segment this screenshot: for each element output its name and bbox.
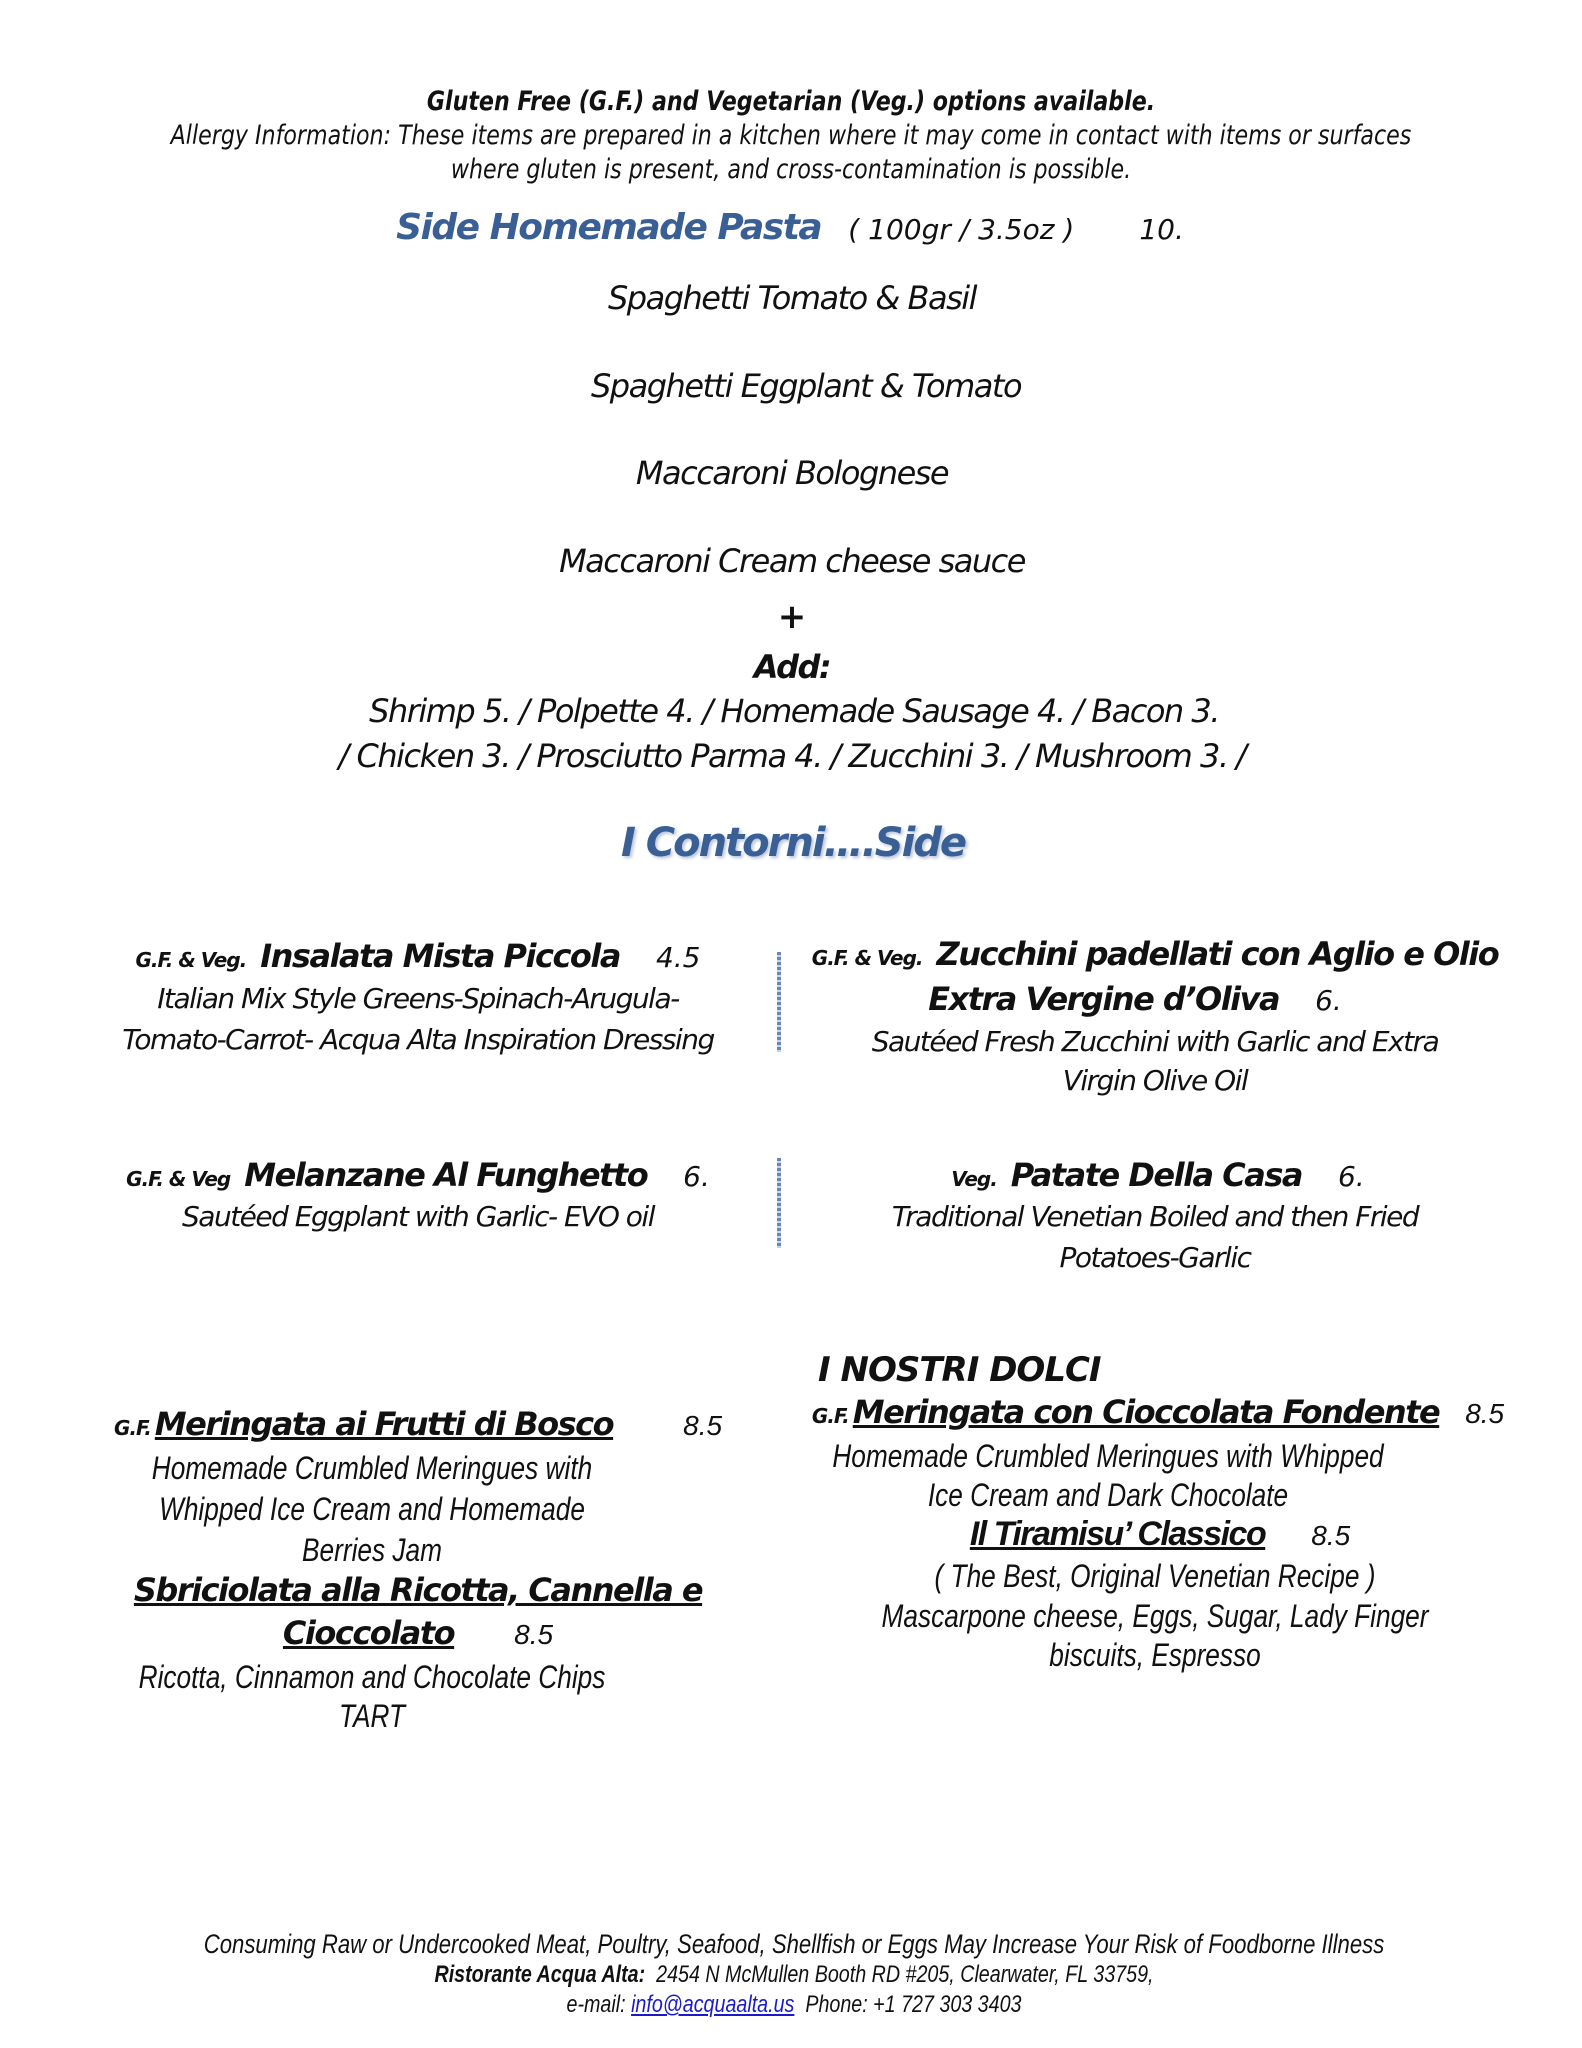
pasta-item: Maccaroni Cream cheese sauce: [559, 542, 1025, 580]
item-description: Tomato-Carrot- Acqua Alta Inspiration Dressing: [122, 1023, 714, 1056]
item-description: Berries Jam: [302, 1532, 442, 1568]
item-description: ( The Best, Original Venetian Recipe ): [934, 1558, 1376, 1594]
contorni-title: I Contorni….Side: [620, 820, 966, 866]
item-description: Whipped Ice Cream and Homemade: [159, 1491, 585, 1527]
contact-line: [567, 1993, 1022, 2017]
address: 2454 N McMullen Booth RD #205, Clearwater, FL 33759,: [656, 1961, 1154, 1988]
dolci-title: I NOSTRI DOLCI: [818, 1350, 1101, 1390]
dolci-item-name: [113, 1405, 723, 1443]
item-name: Cioccolato: [282, 1614, 455, 1652]
plus-sign: +: [777, 597, 807, 637]
add-label: Add:: [753, 648, 831, 686]
item-price: 8.5: [1311, 1520, 1351, 1551]
item-description: Virgin Olive Oil: [1062, 1064, 1248, 1097]
allergy-info-line2: where gluten is present, and cross-contamination is possible.: [450, 154, 1132, 185]
item-name: Meringata con Cioccolata Fondente: [852, 1393, 1440, 1431]
pasta-portion: ( 100gr / 3.5oz ): [848, 213, 1075, 246]
dietary-tag: G.F.: [811, 1404, 849, 1428]
item-description: Homemade Crumbled Meringues with Whipped: [832, 1438, 1384, 1474]
contorni-item-name: [126, 1156, 710, 1194]
item-name: Insalata Mista Piccola: [260, 937, 620, 975]
dietary-tag: G.F. & Veg.: [135, 948, 247, 972]
item-name: Il Tiramisu’ Classico: [969, 1515, 1266, 1553]
contorni-item-name: [951, 1156, 1365, 1194]
item-price: 6.: [683, 1160, 710, 1193]
phone: Phone: +1 727 303 3403: [805, 1991, 1022, 2018]
item-description: Homemade Crumbled Meringues with: [151, 1450, 593, 1486]
item-description: Sautéed Fresh Zucchini with Garlic and Extra: [871, 1025, 1439, 1058]
dietary-tag: G.F.: [113, 1416, 151, 1440]
item-name: Sbriciolata alla Ricotta, Cannella e: [133, 1571, 703, 1609]
item-description: TART: [338, 1698, 406, 1734]
item-price: 6.: [1337, 1160, 1365, 1193]
item-price: 8.5: [1465, 1398, 1505, 1429]
dietary-tag: G.F. & Veg: [126, 1167, 231, 1191]
item-description: Italian Mix Style Greens-Spinach-Arugula-: [157, 982, 679, 1015]
add-ons-line2: / Chicken 3. / Prosciutto Parma 4. / Zucchini 3. / Mushroom 3. /: [338, 737, 1246, 775]
item-price: 8.5: [683, 1410, 723, 1441]
add-ons-line1: Shrimp 5. / Polpette 4. / Homemade Sausage 4. / Bacon 3.: [369, 692, 1219, 730]
pasta-price: 10.: [1139, 213, 1184, 246]
pasta-title: Side Homemade Pasta: [396, 207, 822, 248]
email-label: e-mail:: [566, 1991, 626, 2018]
column-divider: [777, 952, 781, 1052]
email-link[interactable]: info@acquaalta.us: [631, 1991, 795, 2018]
item-name: Extra Vergine d’Oliva: [928, 980, 1280, 1018]
column-divider: [777, 1158, 781, 1248]
item-name: Patate Della Casa: [1010, 1156, 1302, 1194]
options-note: Gluten Free (G.F.) and Vegetarian (Veg.) options available.: [426, 86, 1156, 117]
item-price: 8.5: [514, 1619, 554, 1650]
item-description: biscuits, Espresso: [1049, 1637, 1261, 1673]
item-description: Ice Cream and Dark Chocolate: [927, 1477, 1289, 1513]
contorni-item-name: [811, 935, 1499, 973]
pasta-item: Spaghetti Eggplant & Tomato: [590, 367, 1022, 405]
item-description: Potatoes-Garlic: [1059, 1241, 1251, 1274]
item-price: 6.: [1315, 984, 1342, 1017]
item-name: Melanzane Al Funghetto: [244, 1156, 648, 1194]
pasta-item: Spaghetti Tomato & Basil: [607, 279, 977, 317]
contorni-item-name: [135, 937, 701, 975]
item-description: Traditional Venetian Boiled and then Fried: [891, 1200, 1419, 1233]
dietary-tag: Veg.: [951, 1167, 997, 1191]
pasta-header: [396, 207, 1184, 248]
food-safety-warning: Consuming Raw or Undercooked Meat, Poultry, Seafood, Shellfish or Eggs May Increase Your Risk of Foodborne Illness: [203, 1929, 1385, 1959]
item-description: Sautéed Eggplant with Garlic- EVO oil: [182, 1200, 654, 1233]
dolci-item-name-cont: [282, 1614, 554, 1652]
allergy-info-line1: Allergy Information: These items are prepared in a kitchen where it may come in contact with items or surfaces: [170, 120, 1412, 151]
item-description: Ricotta, Cinnamon and Chocolate Chips: [138, 1659, 606, 1695]
dolci-item-name: [970, 1517, 1350, 1551]
dolci-item-name: [811, 1393, 1505, 1431]
pasta-item: Maccaroni Bolognese: [635, 454, 949, 492]
restaurant-address: [435, 1963, 1154, 1987]
item-price: 4.5: [655, 941, 701, 974]
item-name: Zucchini padellati con Aglio e Olio: [936, 935, 1499, 973]
item-name: Meringata ai Frutti di Bosco: [154, 1405, 614, 1443]
restaurant-name: Ristorante Acqua Alta:: [434, 1961, 646, 1988]
item-description: Mascarpone cheese, Eggs, Sugar, Lady Finger: [881, 1598, 1429, 1634]
contorni-item-name-cont: [928, 980, 1342, 1018]
dietary-tag: G.F. & Veg.: [811, 946, 923, 970]
